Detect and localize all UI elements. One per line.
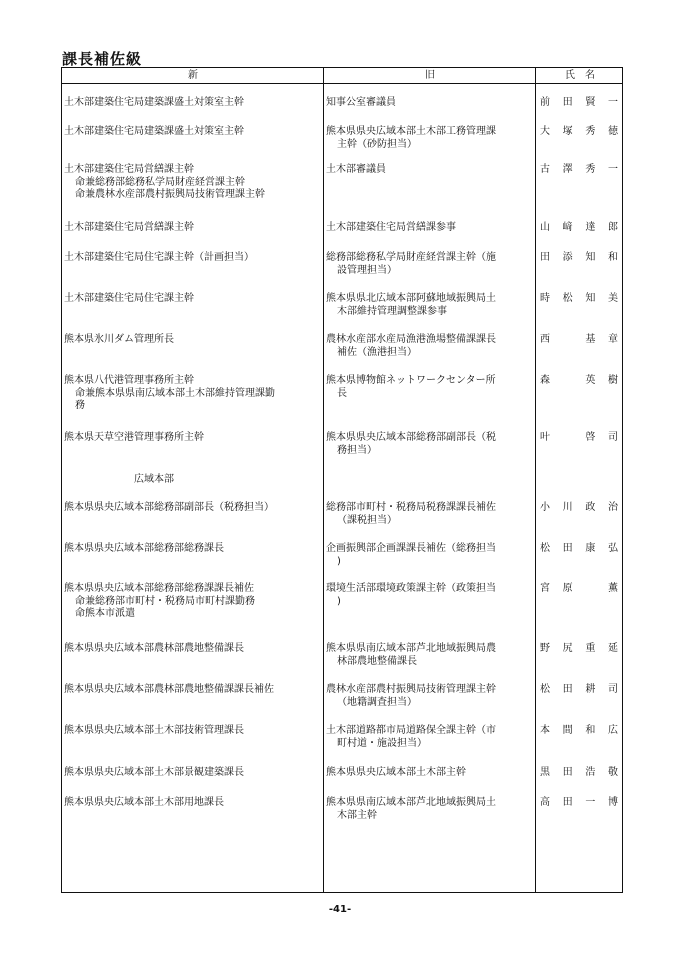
header-new: 新 <box>188 70 198 81</box>
new-position-line: 熊本県八代港管理事務所主幹 <box>64 375 194 386</box>
name-char: 司 <box>607 684 618 695</box>
new-position-line: 熊本県県央広域本部総務部副部長（税務担当） <box>64 502 274 513</box>
name-char: 和 <box>607 252 618 263</box>
old-position-line: ) <box>337 595 341 607</box>
person-name <box>539 252 619 265</box>
name-char: 郎 <box>607 222 618 233</box>
old-position-line: 町村道・施設担当） <box>337 737 427 749</box>
person-name <box>539 725 619 738</box>
name-char: 一 <box>607 164 618 175</box>
column-divider <box>323 68 324 892</box>
name-char: 田 <box>562 543 573 554</box>
old-position-line: 土木部審議員 <box>326 164 386 175</box>
name-char: 前 <box>540 97 550 108</box>
old-position-line: 環境生活部環境政策課主幹（政策担当 <box>326 583 496 594</box>
old-position-line: 熊本県博物館ネットワークセンター所 <box>326 375 496 386</box>
new-position-line: 土木部建築住宅局住宅課主幹 <box>64 293 194 304</box>
name-char: 和 <box>585 725 596 736</box>
new-position-line: 熊本県県央広域本部総務部総務課課長補佐 <box>64 583 254 594</box>
old-position-line: 総務部市町村・税務局税務課課長補佐 <box>326 502 496 513</box>
name-char: 田 <box>562 797 573 808</box>
name-char: 秀 <box>585 126 596 137</box>
name-char: 尻 <box>562 643 573 654</box>
person-name <box>539 432 619 445</box>
page-title: 課長補佐級 <box>62 50 143 68</box>
name-char: 敬 <box>607 767 618 778</box>
name-char: 薫 <box>607 583 618 594</box>
old-position-line: 長 <box>337 387 347 399</box>
new-position-line: 命兼熊本県県南広域本部土木部維持管理課勤 <box>75 387 275 399</box>
new-position-line: 土木部建築住宅局営繕課主幹 <box>64 222 194 233</box>
section-label: 広域本部 <box>134 474 174 485</box>
name-char: 知 <box>585 252 596 263</box>
name-char: 浩 <box>585 767 596 778</box>
name-char: 西 <box>540 334 550 345</box>
new-position-line: 熊本県県央広域本部農林部農地整備課長 <box>64 643 244 654</box>
old-position-line: 熊本県県北広域本部阿蘇地域振興局土 <box>326 293 496 304</box>
old-position-line: 補佐（漁港担当） <box>337 346 417 358</box>
name-char: 川 <box>562 502 573 513</box>
name-char: 田 <box>562 767 573 778</box>
person-name <box>539 797 619 810</box>
old-position-line: 土木部道路都市局道路保全課主幹（市 <box>326 725 496 736</box>
name-char: 博 <box>607 797 618 808</box>
old-position-line: 設管理担当） <box>337 264 397 276</box>
name-char: 樹 <box>607 375 618 386</box>
old-position-line: 農林水産部水産局漁港漁場整備課課長 <box>326 334 496 345</box>
name-char: 本 <box>540 725 550 736</box>
person-name <box>539 543 619 556</box>
name-char: 英 <box>585 375 596 386</box>
name-char: 達 <box>585 222 596 233</box>
name-char: 美 <box>607 293 618 304</box>
new-position-line: 命兼農林水産部農村振興局技術管理課主幹 <box>75 189 265 200</box>
old-position-line: 知事公室審議員 <box>326 97 396 108</box>
name-char: 一 <box>607 97 618 108</box>
name-char: 松 <box>562 293 573 304</box>
name-char: 澤 <box>562 164 573 175</box>
person-name <box>539 164 619 177</box>
new-position-line: 熊本県県央広域本部土木部用地課長 <box>64 797 224 808</box>
name-char: 政 <box>585 502 596 513</box>
person-name <box>539 293 619 306</box>
old-position-line: 木部維持管理調整課参事 <box>337 305 447 317</box>
name-char: 山 <box>540 222 550 233</box>
old-position-line: ) <box>337 555 341 567</box>
name-char: 治 <box>607 502 618 513</box>
person-name <box>539 375 619 388</box>
name-char <box>562 334 574 347</box>
name-char: 森 <box>540 375 550 386</box>
old-position-line: 土木部建築住宅局営繕課参事 <box>326 222 456 233</box>
header-old: 旧 <box>425 70 435 81</box>
new-position-line: 熊本県天草空港管理事務所主幹 <box>64 432 204 443</box>
new-position-line: 熊本県県央広域本部土木部景観建築課長 <box>64 767 244 778</box>
old-position-line: 熊本県県央広域本部土木部工務管理課 <box>326 126 496 137</box>
name-char: 添 <box>562 252 573 263</box>
header-divider <box>62 83 622 84</box>
new-position-line: 土木部建築住宅局営繕課主幹 <box>64 164 194 175</box>
name-char: 高 <box>540 797 550 808</box>
header-name: 氏 名 <box>565 70 595 81</box>
old-position-line: 熊本県県央広域本部土木部主幹 <box>326 767 466 778</box>
old-position-line: 企画振興部企画課課長補佐（総務担当 <box>326 543 496 554</box>
person-name <box>539 126 619 139</box>
name-char: 黒 <box>540 767 550 778</box>
old-position-line: （課税担当） <box>337 514 397 526</box>
name-char: 原 <box>562 583 573 594</box>
old-position-line: 林部農地整備課長 <box>337 655 417 667</box>
new-position-line: 熊本県県央広域本部農林部農地整備課課長補佐 <box>64 684 274 695</box>
name-char: 小 <box>540 502 550 513</box>
new-position-line: 命熊本市派遣 <box>75 608 135 619</box>
name-char: 延 <box>607 643 618 654</box>
name-char: 古 <box>540 164 550 175</box>
name-char: 叶 <box>540 432 550 443</box>
person-name <box>539 767 619 780</box>
old-position-line: （地籍調査担当） <box>337 696 417 708</box>
new-position-line: 土木部建築住宅局建築課盛土対策室主幹 <box>64 97 244 108</box>
name-char: 田 <box>562 684 573 695</box>
person-name <box>539 334 619 347</box>
name-char: 時 <box>540 293 550 304</box>
page-number: -41- <box>328 904 352 915</box>
name-char: 賢 <box>585 97 596 108</box>
old-position-line: 務担当） <box>337 444 377 456</box>
old-position-line: 総務部総務私学局財産経営課主幹（施 <box>326 252 496 263</box>
person-name <box>539 583 619 596</box>
name-char <box>584 583 596 596</box>
old-position-line: 熊本県県南広域本部芦北地域振興局土 <box>326 797 496 808</box>
name-char: 知 <box>585 293 596 304</box>
name-char: 耕 <box>585 684 596 695</box>
name-char <box>562 375 574 388</box>
name-char: 田 <box>540 252 550 263</box>
new-position-line: 土木部建築住宅局建築課盛土対策室主幹 <box>64 126 244 137</box>
name-char: 大 <box>540 126 550 137</box>
name-char: 重 <box>585 643 596 654</box>
new-position-line: 熊本県県央広域本部総務部総務課長 <box>64 543 224 554</box>
name-char: 松 <box>540 684 550 695</box>
new-position-line: 土木部建築住宅局住宅課主幹（計画担当） <box>64 252 254 263</box>
name-char: 野 <box>540 643 550 654</box>
name-char: 一 <box>585 797 596 808</box>
new-position-line: 務 <box>75 400 85 411</box>
person-name <box>539 643 619 656</box>
new-position-line: 命兼総務部総務私学局財産経営課主幹 <box>75 176 245 188</box>
column-divider <box>535 68 536 892</box>
name-char: 宮 <box>540 583 550 594</box>
personnel-table <box>61 67 623 893</box>
old-position-line: 農林水産部農村振興局技術管理課主幹 <box>326 684 496 695</box>
name-char: 弘 <box>607 543 618 554</box>
name-char: 田 <box>562 97 573 108</box>
old-position-line: 熊本県県央広域本部総務部副部長（税 <box>326 432 496 443</box>
name-char: 章 <box>607 334 618 345</box>
person-name <box>539 222 619 235</box>
old-position-line: 木部主幹 <box>337 809 377 821</box>
name-char: 基 <box>585 334 596 345</box>
person-name <box>539 97 619 110</box>
name-char <box>562 432 574 445</box>
new-position-line: 熊本県県央広域本部土木部技術管理課長 <box>64 725 244 736</box>
name-char: 徳 <box>607 126 618 137</box>
name-char: 司 <box>607 432 618 443</box>
new-position-line: 命兼総務部市町村・税務局市町村課勤務 <box>75 595 255 607</box>
new-position-line: 熊本県氷川ダム管理所長 <box>64 334 174 345</box>
old-position-line: 熊本県県南広域本部芦北地域振興局農 <box>326 643 496 654</box>
old-position-line: 主幹（砂防担当） <box>337 138 417 150</box>
person-name <box>539 684 619 697</box>
name-char: 広 <box>607 725 618 736</box>
name-char: 塚 <box>562 126 573 137</box>
name-char: 間 <box>562 725 573 736</box>
name-char: 松 <box>540 543 550 554</box>
name-char: 啓 <box>585 432 596 443</box>
name-char: 﨑 <box>562 222 573 233</box>
name-char: 康 <box>585 543 596 554</box>
person-name <box>539 502 619 515</box>
name-char: 秀 <box>585 164 596 175</box>
